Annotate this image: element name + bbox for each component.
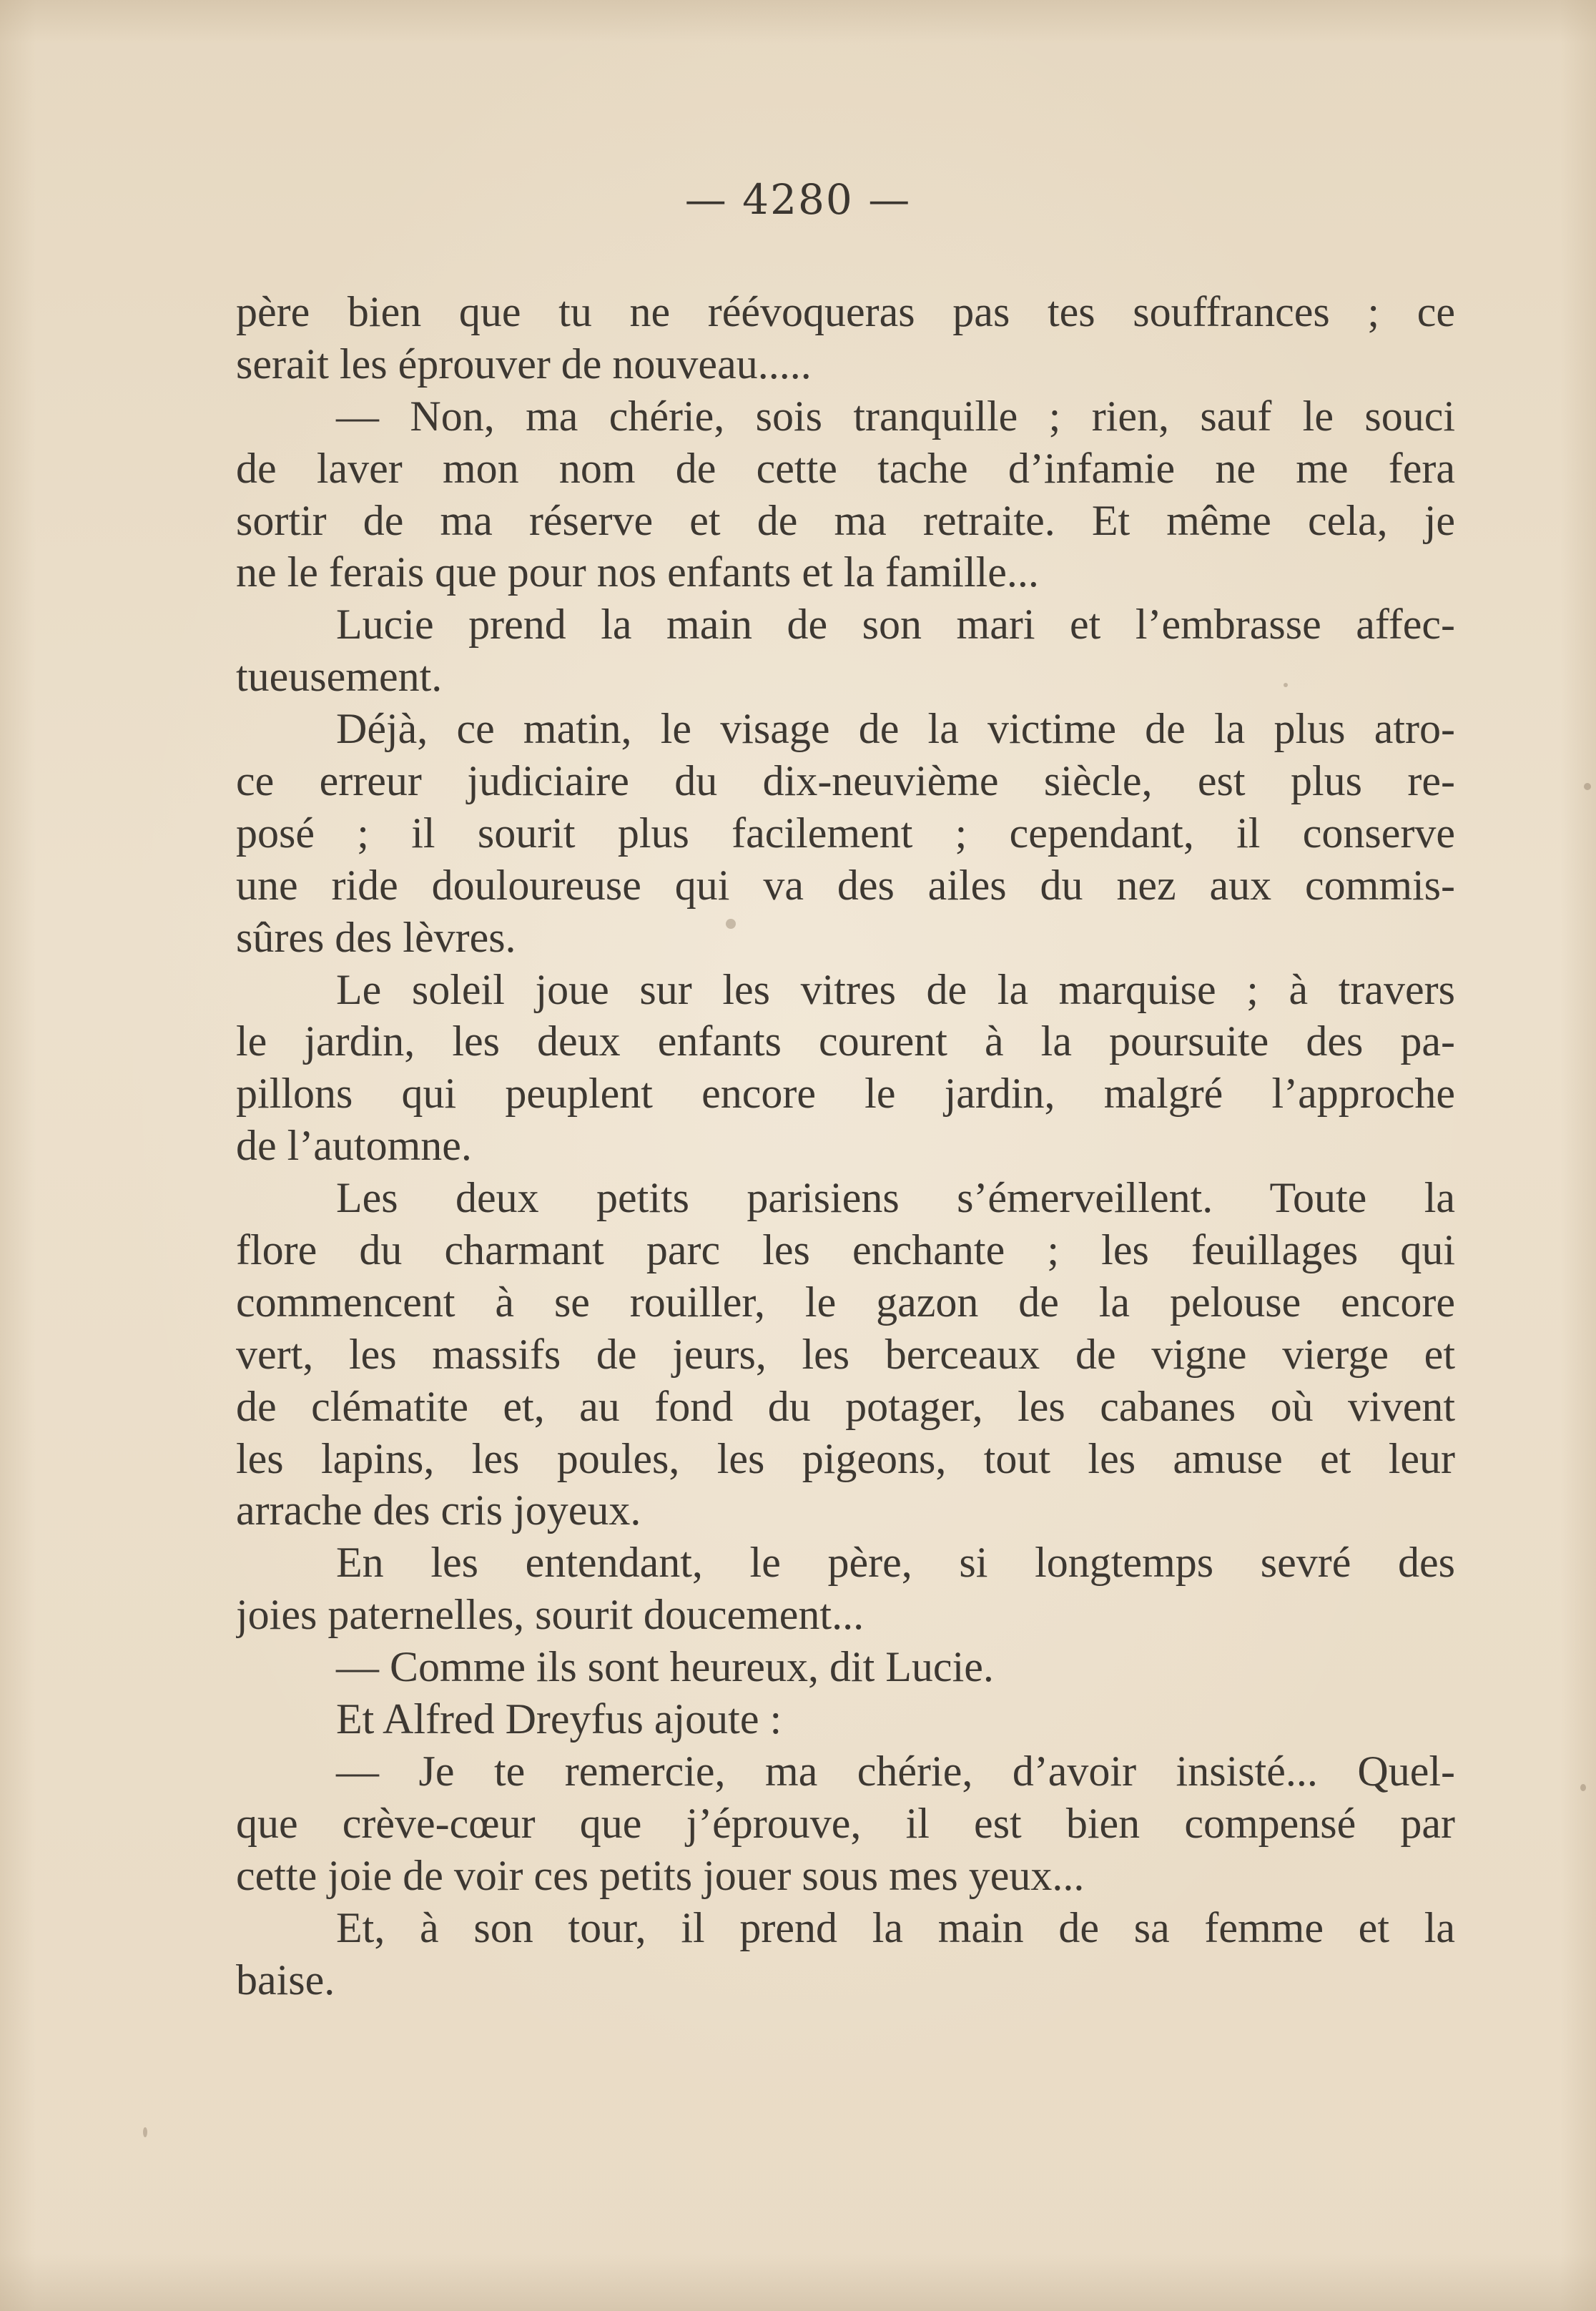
text-line: ce erreur judiciaire du dix-neuvième siècle, est plus re- [236, 757, 1455, 805]
text-line: de clématite et, au fond du potager, les cabanes où vivent [236, 1382, 1455, 1430]
text-line: — Comme ils sont heureux, dit Lucie. [336, 1643, 994, 1691]
text-line: vert, les massifs de jeurs, les berceaux de vigne vierge et [236, 1330, 1455, 1378]
text-line: le jardin, les deux enfants courent à la poursuite des pa- [236, 1017, 1455, 1065]
foxing-spot [1584, 783, 1591, 790]
page-edge-left [0, 0, 36, 2311]
text-line: Le soleil joue sur les vitres de la marquise ; à travers [336, 965, 1455, 1013]
text-line: ne le ferais que pour nos enfants et la famille... [236, 548, 1039, 596]
foxing-spot [1580, 1784, 1586, 1791]
page-number: — 4280 — [684, 175, 912, 224]
text-line: Déjà, ce matin, le visage de la victime de la plus atro- [336, 705, 1455, 753]
text-line: sûres des lèvres. [236, 913, 516, 961]
text-line: Et Alfred Dreyfus ajoute : [336, 1695, 782, 1743]
text-line: sortir de ma réserve et de ma retraite. Et même cela, je [236, 496, 1455, 544]
page-edge-right [1560, 0, 1596, 2311]
text-line: père bien que tu ne réévoqueras pas tes souffrances ; ce [236, 288, 1455, 335]
text-line: les lapins, les poules, les pigeons, tout les amuse et leur [236, 1434, 1455, 1482]
text-line: de laver mon nom de cette tache d’infamie ne me fera [236, 444, 1455, 492]
text-line: cette joie de voir ces petits jouer sous mes yeux... [236, 1851, 1085, 1899]
foxing-spot [143, 2127, 147, 2137]
text-line: Et, à son tour, il prend la main de sa femme et la [336, 1903, 1455, 1951]
text-line: flore du charmant parc les enchante ; les feuillages qui [236, 1226, 1455, 1274]
body-text [236, 286, 1455, 2006]
text-line: baise. [236, 1956, 335, 2004]
text-line: En les entendant, le père, si longtemps sevré des [336, 1539, 1455, 1587]
text-line: Lucie prend la main de son mari et l’embrasse affec- [336, 601, 1455, 649]
text-line: posé ; il sourit plus facilement ; cependant, il conserve [236, 809, 1455, 857]
page-edge-top [0, 0, 1596, 43]
text-line: pillons qui peuplent encore le jardin, malgré l’approche [236, 1070, 1455, 1118]
text-line: Les deux petits parisiens s’émerveillent. Toute la [336, 1174, 1455, 1222]
text-line: serait les éprouver de nouveau..... [236, 340, 812, 388]
text-line: — Je te remercie, ma chérie, d’avoir insisté... Quel- [336, 1747, 1455, 1795]
text-line: une ride douloureuse qui va des ailes du nez aux commis- [236, 861, 1455, 909]
page-edge-bottom [0, 2254, 1596, 2311]
text-line: — Non, ma chérie, sois tranquille ; rien, sauf le souci [336, 392, 1455, 440]
text-line: de l’automne. [236, 1122, 472, 1170]
text-line: arrache des cris joyeux. [236, 1487, 641, 1534]
text-line: que crève-cœur que j’éprouve, il est bien compensé par [236, 1799, 1455, 1847]
text-line: joies paternelles, sourit doucement... [236, 1591, 864, 1639]
text-line: tueusement. [236, 653, 443, 701]
text-line: commencent à se rouiller, le gazon de la pelouse encore [236, 1278, 1455, 1326]
